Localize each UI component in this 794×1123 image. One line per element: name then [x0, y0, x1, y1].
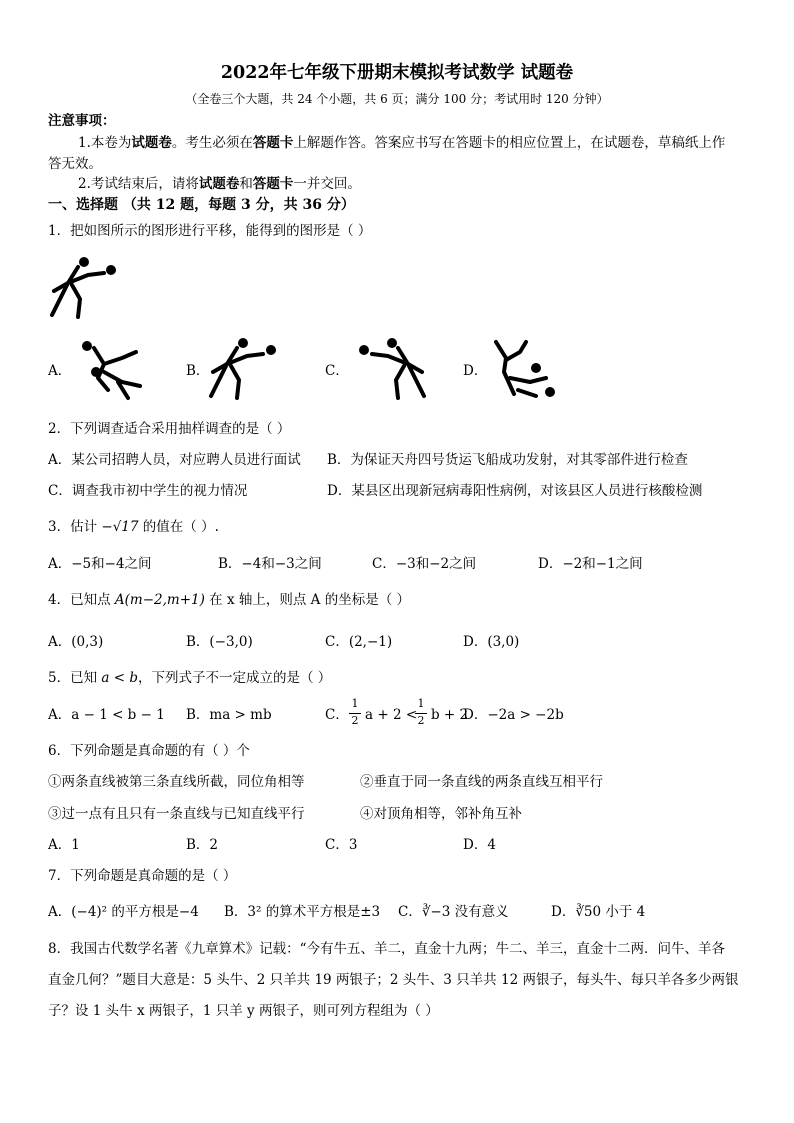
q2-option-c[interactable]: C．调查我市初中学生的视力情况 — [48, 483, 248, 499]
q4-option-d[interactable]: D．(3,0) — [463, 634, 520, 650]
q6-option-a[interactable]: A．1 — [48, 837, 80, 853]
q6-option-d[interactable]: D．4 — [463, 837, 496, 853]
q2-option-d[interactable]: D．某县区出现新冠病毒阳性病例，对该县区人员进行核酸检测 — [327, 483, 703, 499]
q6-stem: 6．下列命题是真命题的有（ ）个 — [48, 743, 250, 759]
section-heading: 一、选择题 （共 12 题，每题 3 分，共 36 分） — [48, 197, 355, 213]
q4-stem: 4．已知点 A(m−2,m+1) 在 x 轴上，则点 A 的坐标是（ ） — [48, 592, 410, 608]
q1-stem: 1．把如图所示的图形进行平移，能得到的图形是（ ） — [48, 223, 372, 239]
q6-proposition-4: ④对顶角相等，邻补角互补 — [360, 806, 522, 822]
q6-proposition-1: ①两条直线被第三条直线所截，同位角相等 — [48, 774, 305, 790]
q3-option-a[interactable]: A．−5和−4之间 — [48, 556, 152, 572]
q2-option-b[interactable]: B．为保证天舟四号货运飞船成功发射，对其零部件进行检查 — [327, 452, 688, 468]
q3-option-c[interactable]: C．−3和−2之间 — [372, 556, 477, 572]
q8-stem-line-1: 8．我国古代数学名著《九章算术》记载：“今有牛五、羊二，直金十九两；牛二、羊三，直金十二两．问牛、羊各 — [48, 941, 725, 957]
q6-option-c[interactable]: C．3 — [325, 837, 358, 853]
q3-option-b[interactable]: B．−4和−3之间 — [218, 556, 322, 572]
q4-option-a[interactable]: A．(0,3) — [48, 634, 104, 650]
notice-item-1: 1.本卷为试题卷。考生必须在答题卡上解题作答。答案应书写在答题卡的相应位置上，在试题卷，草稿纸上作 — [78, 135, 726, 151]
q7-option-a[interactable]: A．(−4)² 的平方根是−4 — [48, 904, 199, 920]
q1-option-c-label: C． — [325, 363, 349, 379]
q5-option-a[interactable]: A．a − 1 < b − 1 — [48, 707, 165, 723]
q7-option-d[interactable]: D．∛50 小于 4 — [551, 904, 646, 920]
q1-figure — [48, 255, 120, 321]
q6-proposition-2: ②垂直于同一条直线的两条直线互相平行 — [360, 774, 603, 790]
q8-stem-line-3: 子？设 1 头牛 x 两银子，1 只羊 y 两银子，则可列方程组为（ ） — [48, 1003, 439, 1019]
notice-heading: 注意事项： — [48, 113, 116, 129]
q5-option-b[interactable]: B．ma > mb — [186, 707, 272, 723]
q1-option-b-figure[interactable] — [207, 336, 279, 402]
q6-proposition-3: ③过一点有且只有一条直线与已知直线平行 — [48, 806, 305, 822]
q4-option-c[interactable]: C．(2,−1) — [325, 634, 393, 650]
page-title: 2022年七年级下册期末模拟考试数学 试题卷 — [220, 63, 574, 83]
q1-option-d-figure[interactable] — [490, 338, 562, 404]
q2-stem: 2．下列调查适合采用抽样调查的是（ ） — [48, 421, 291, 437]
q1-option-a-label: A． — [48, 363, 72, 379]
q8-stem-line-2: 直金几何？”题目大意是：5 头牛、2 只羊共 19 两银子；2 头牛、3 只羊共 12 两银子，每头牛、每只羊各多少两银 — [48, 972, 739, 988]
q3-stem: 3．估计 −√17 的值在（ ）. — [48, 519, 219, 535]
q4-option-b[interactable]: B．(−3,0) — [186, 634, 253, 650]
q7-option-c[interactable]: C．∛−3 没有意义 — [398, 904, 509, 920]
q2-option-a[interactable]: A．某公司招聘人员，对应聘人员进行面试 — [48, 452, 301, 468]
q5-option-d[interactable]: D．−2a > −2b — [463, 707, 564, 723]
q1-option-d-label: D． — [463, 363, 488, 379]
notice-item-2: 2.考试结束后，请将试题卷和答题卡一并交回。 — [78, 176, 361, 192]
notice-item-1-cont: 答无效。 — [48, 156, 102, 172]
q6-option-b[interactable]: B．2 — [186, 837, 219, 853]
q1-option-b-label: B． — [186, 363, 210, 379]
q3-option-d[interactable]: D．−2和−1之间 — [538, 556, 643, 572]
q1-option-c-figure[interactable] — [356, 336, 428, 402]
q7-stem: 7．下列命题是真命题的是（ ） — [48, 868, 237, 884]
q7-option-b[interactable]: B．3² 的算术平方根是±3 — [224, 904, 381, 920]
exam-info: （全卷三个大题，共 24 个小题，共 6 页；满分 100 分；考试用时 120 分钟） — [185, 92, 609, 106]
q1-option-a-figure[interactable] — [78, 338, 150, 404]
q5-stem: 5．已知 a < b，下列式子不一定成立的是（ ） — [48, 670, 332, 686]
